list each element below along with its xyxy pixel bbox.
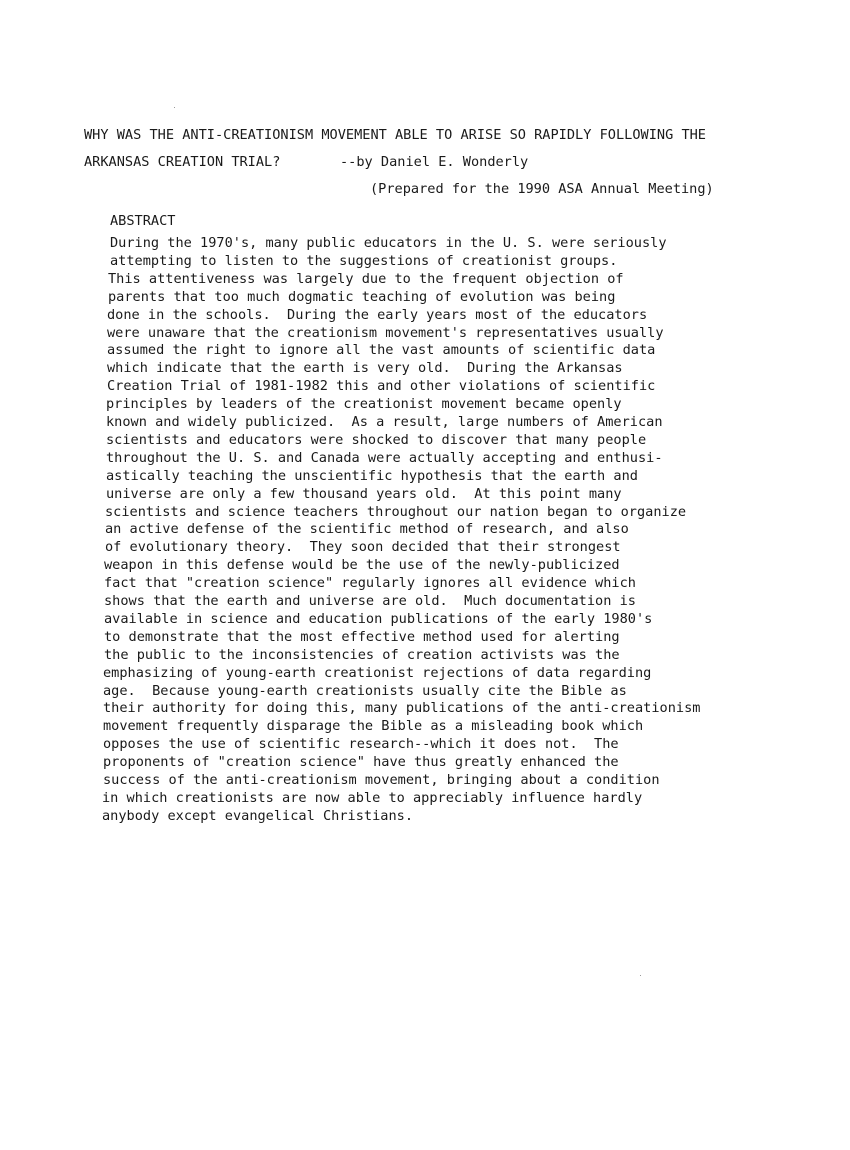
abstract-line: to demonstrate that the most effective method used for alerting [104,629,620,645]
abstract-line: scientists and educators were shocked to discover that many people [106,432,647,448]
abstract-line: assumed the right to ignore all the vast amounts of scientific data [107,342,656,358]
abstract-line: Creation Trial of 1981-1982 this and other violations of scientific [107,378,656,394]
abstract-line: done in the schools. During the early years most of the educators [107,307,648,323]
abstract-line: During the 1970's, many public educators in the U. S. were seriously [110,235,667,251]
abstract-line: weapon in this defense would be the use of the newly-publicized [104,557,620,573]
abstract-line: emphasizing of young-earth creationist rejections of data regarding [103,665,652,681]
abstract-line: age. Because young-earth creationists usually cite the Bible as [103,683,627,699]
abstract-line: fact that "creation science" regularly ignores all evidence which [104,575,636,591]
abstract-line: movement frequently disparage the Bible as a misleading book which [103,718,644,734]
abstract-line: were unaware that the creationism movement's representatives usually [107,325,664,341]
scan-speck [640,975,641,976]
abstract-line: opposes the use of scientific research--which it does not. The [103,736,619,752]
abstract-line: of evolutionary theory. They soon decided that their strongest [105,539,621,555]
abstract-line: their authority for doing this, many publications of the anti-creationism [103,700,701,716]
scan-speck [174,107,175,108]
abstract-line: universe are only a few thousand years old. At this point many [106,486,622,502]
document-title-line-1: WHY WAS THE ANTI-CREATIONISM MOVEMENT ABLE TO ARISE SO RAPIDLY FOLLOWING THE [84,127,706,143]
abstract-heading: ABSTRACT [110,213,176,229]
abstract-line: anybody except evangelical Christians. [102,808,413,824]
abstract-line: shows that the earth and universe are old. Much documentation is [104,593,636,609]
abstract-line: an active defense of the scientific method of research, and also [105,521,629,537]
abstract-line: throughout the U. S. and Canada were actually accepting and enthusi- [106,450,663,466]
abstract-line: in which creationists are now able to appreciably influence hardly [102,790,643,806]
abstract-line: which indicate that the earth is very old. During the Arkansas [107,360,623,376]
document-title-line-2: ARKANSAS CREATION TRIAL? [84,154,281,170]
abstract-line: available in science and education publications of the early 1980's [104,611,653,627]
abstract-line: the public to the inconsistencies of creation activists was the [104,647,620,663]
abstract-line: astically teaching the unscientific hypothesis that the earth and [106,468,638,484]
author-byline: --by Daniel E. Wonderly [340,154,529,170]
abstract-line: success of the anti-creationism movement, bringing about a condition [103,772,660,788]
abstract-line: attempting to listen to the suggestions of creationist groups. [110,253,618,269]
abstract-line: This attentiveness was largely due to the frequent objection of [108,271,624,287]
prepared-note: (Prepared for the 1990 ASA Annual Meeting) [370,181,714,197]
abstract-line: scientists and science teachers throughout our nation began to organize [105,504,687,520]
abstract-line: principles by leaders of the creationist movement became openly [106,396,622,412]
abstract-line: known and widely publicized. As a result, large numbers of American [106,414,663,430]
abstract-line: parents that too much dogmatic teaching of evolution was being [108,289,616,305]
abstract-line: proponents of "creation science" have thus greatly enhanced the [103,754,619,770]
